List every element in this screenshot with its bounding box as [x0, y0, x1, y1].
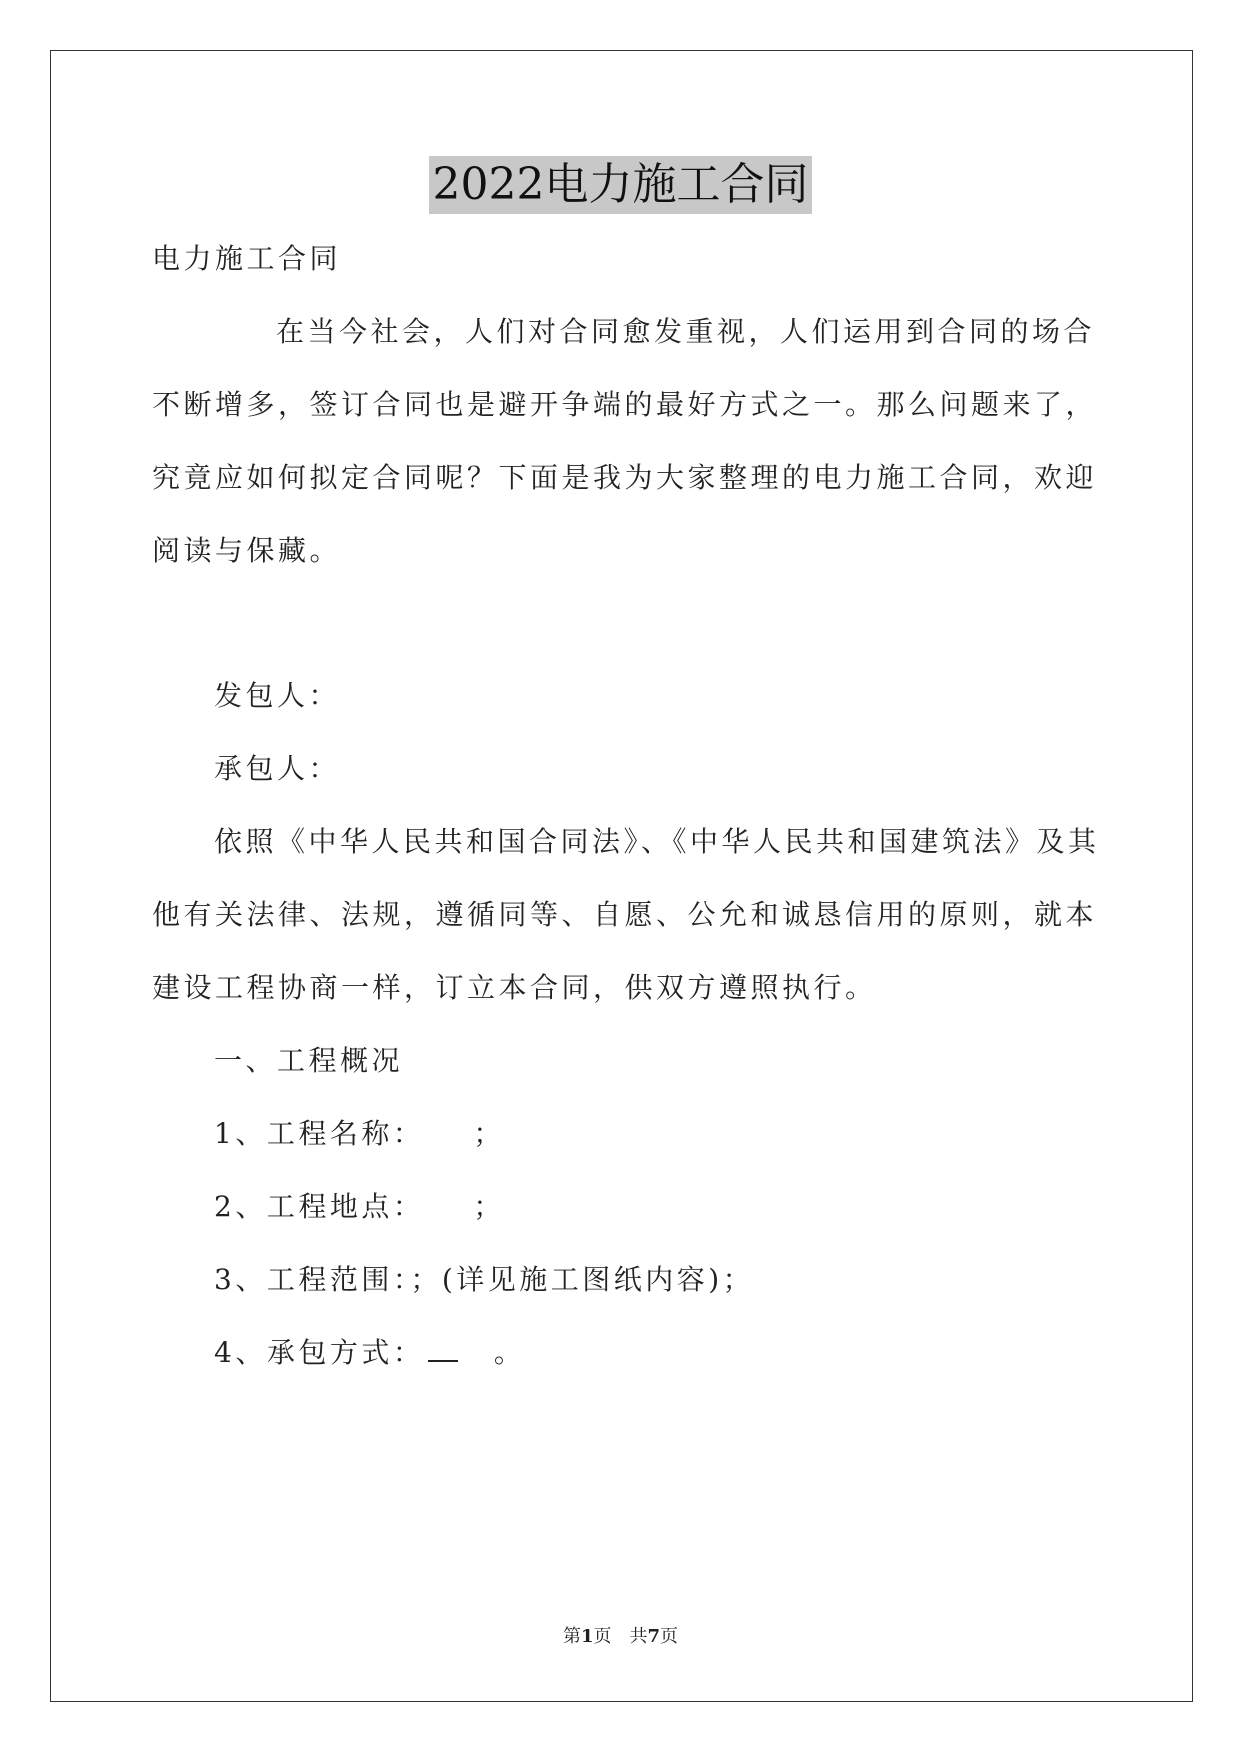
subtitle: 电力施工合同: [152, 242, 342, 275]
item-contract-method: [214, 1333, 525, 1373]
item-project-scope: 3、工程范围：；(详见施工图纸内容)；: [214, 1263, 755, 1296]
item-project-name: 1、工程名称： ；: [214, 1117, 505, 1150]
page-frame: [50, 50, 1193, 1702]
footer-page-prefix: 第: [562, 1626, 581, 1647]
basis-line-3: 建设工程协商一样，订立本合同，供双方遵照执行。: [152, 971, 877, 1004]
basis-line-2: 他有关法律、法规，遵循同等、自愿、公允和诚恳信用的原则，就本: [152, 898, 1098, 931]
footer-page-suffix: 页: [660, 1626, 679, 1647]
page-footer: [0, 1622, 1241, 1648]
footer-page-total: 7: [647, 1626, 661, 1647]
basis-line-1: 依照《中华人民共和国合同法》、《中华人民共和国建筑法》及其: [214, 825, 1100, 858]
item-project-location: 2、工程地点： ；: [214, 1190, 505, 1223]
intro-line-3: 究竟应如何拟定合同呢？下面是我为大家整理的电力施工合同，欢迎: [152, 461, 1098, 494]
intro-line-1: 在当今社会，人们对合同愈发重视，人们运用到合同的场合: [276, 315, 1096, 348]
document-title: 2022电力施工合同: [429, 156, 813, 214]
footer-page-mid: 页 共: [593, 1626, 648, 1647]
intro-line-2: 不断增多，签订合同也是避开争端的最好方式之一。那么问题来了，: [152, 388, 1098, 421]
item-contract-method-label: 4、承包方式：: [214, 1336, 425, 1369]
blank-underline: [428, 1334, 458, 1362]
contractor-label: 承包人：: [214, 752, 341, 785]
footer-page-number: 1: [580, 1626, 594, 1647]
item-contract-method-end: 。: [462, 1336, 526, 1369]
section1-heading: 一、工程概况: [214, 1044, 404, 1077]
intro-line-4: 阅读与保藏。: [152, 534, 342, 567]
title-container: [0, 156, 1241, 214]
employer-label: 发包人：: [214, 679, 341, 712]
